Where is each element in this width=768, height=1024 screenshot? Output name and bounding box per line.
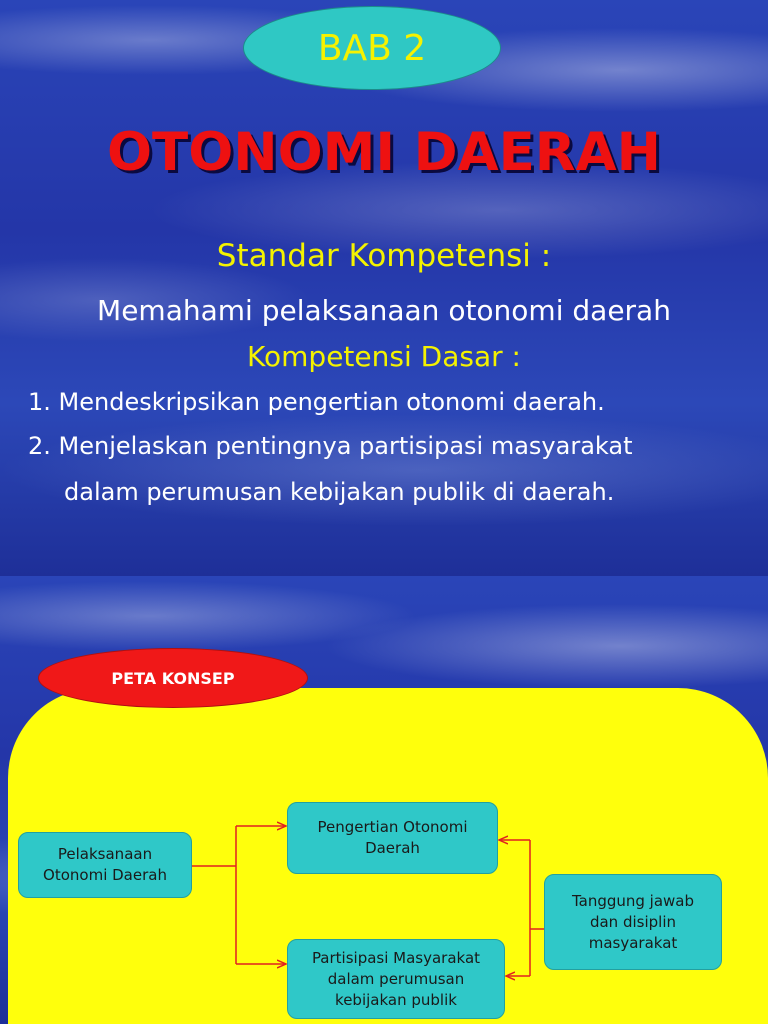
main-title: OTONOMI DAERAH xyxy=(107,122,661,183)
standard-competency-label: Standar Kompetensi : xyxy=(216,238,552,274)
chapter-label: BAB 2 xyxy=(317,27,427,69)
slide-concept-map xyxy=(0,576,768,1024)
list-item: dalam perumusan kebijakan publik di daerah. xyxy=(64,478,615,506)
basic-competency-label: Kompetensi Dasar : xyxy=(247,340,521,373)
node-pelaksanaan xyxy=(18,832,192,898)
node-label: Partisipasi Masyarakat dalam perumusan kebijakan publik xyxy=(311,948,481,1009)
list-item: 1. Mendeskripsikan pengertian otonomi daerah. xyxy=(28,388,605,416)
node-label: Pelaksanaan Otonomi Daerah xyxy=(43,845,167,884)
node-pengertian xyxy=(287,802,498,874)
node-label: Tanggung jawab dan disiplin masyarakat xyxy=(571,891,695,952)
node-label: Pengertian Otonomi Daerah xyxy=(317,818,468,857)
standard-competency-text: Memahami pelaksanaan otonomi daerah xyxy=(97,294,671,327)
node-tanggung-jawab xyxy=(544,874,722,970)
concept-map-header: PETA KONSEP xyxy=(111,668,235,688)
chapter-oval xyxy=(243,6,501,90)
node-partisipasi xyxy=(287,939,505,1019)
list-item: 2. Menjelaskan pentingnya partisipasi masyarakat xyxy=(28,432,633,460)
concept-map-header-oval xyxy=(38,648,308,708)
